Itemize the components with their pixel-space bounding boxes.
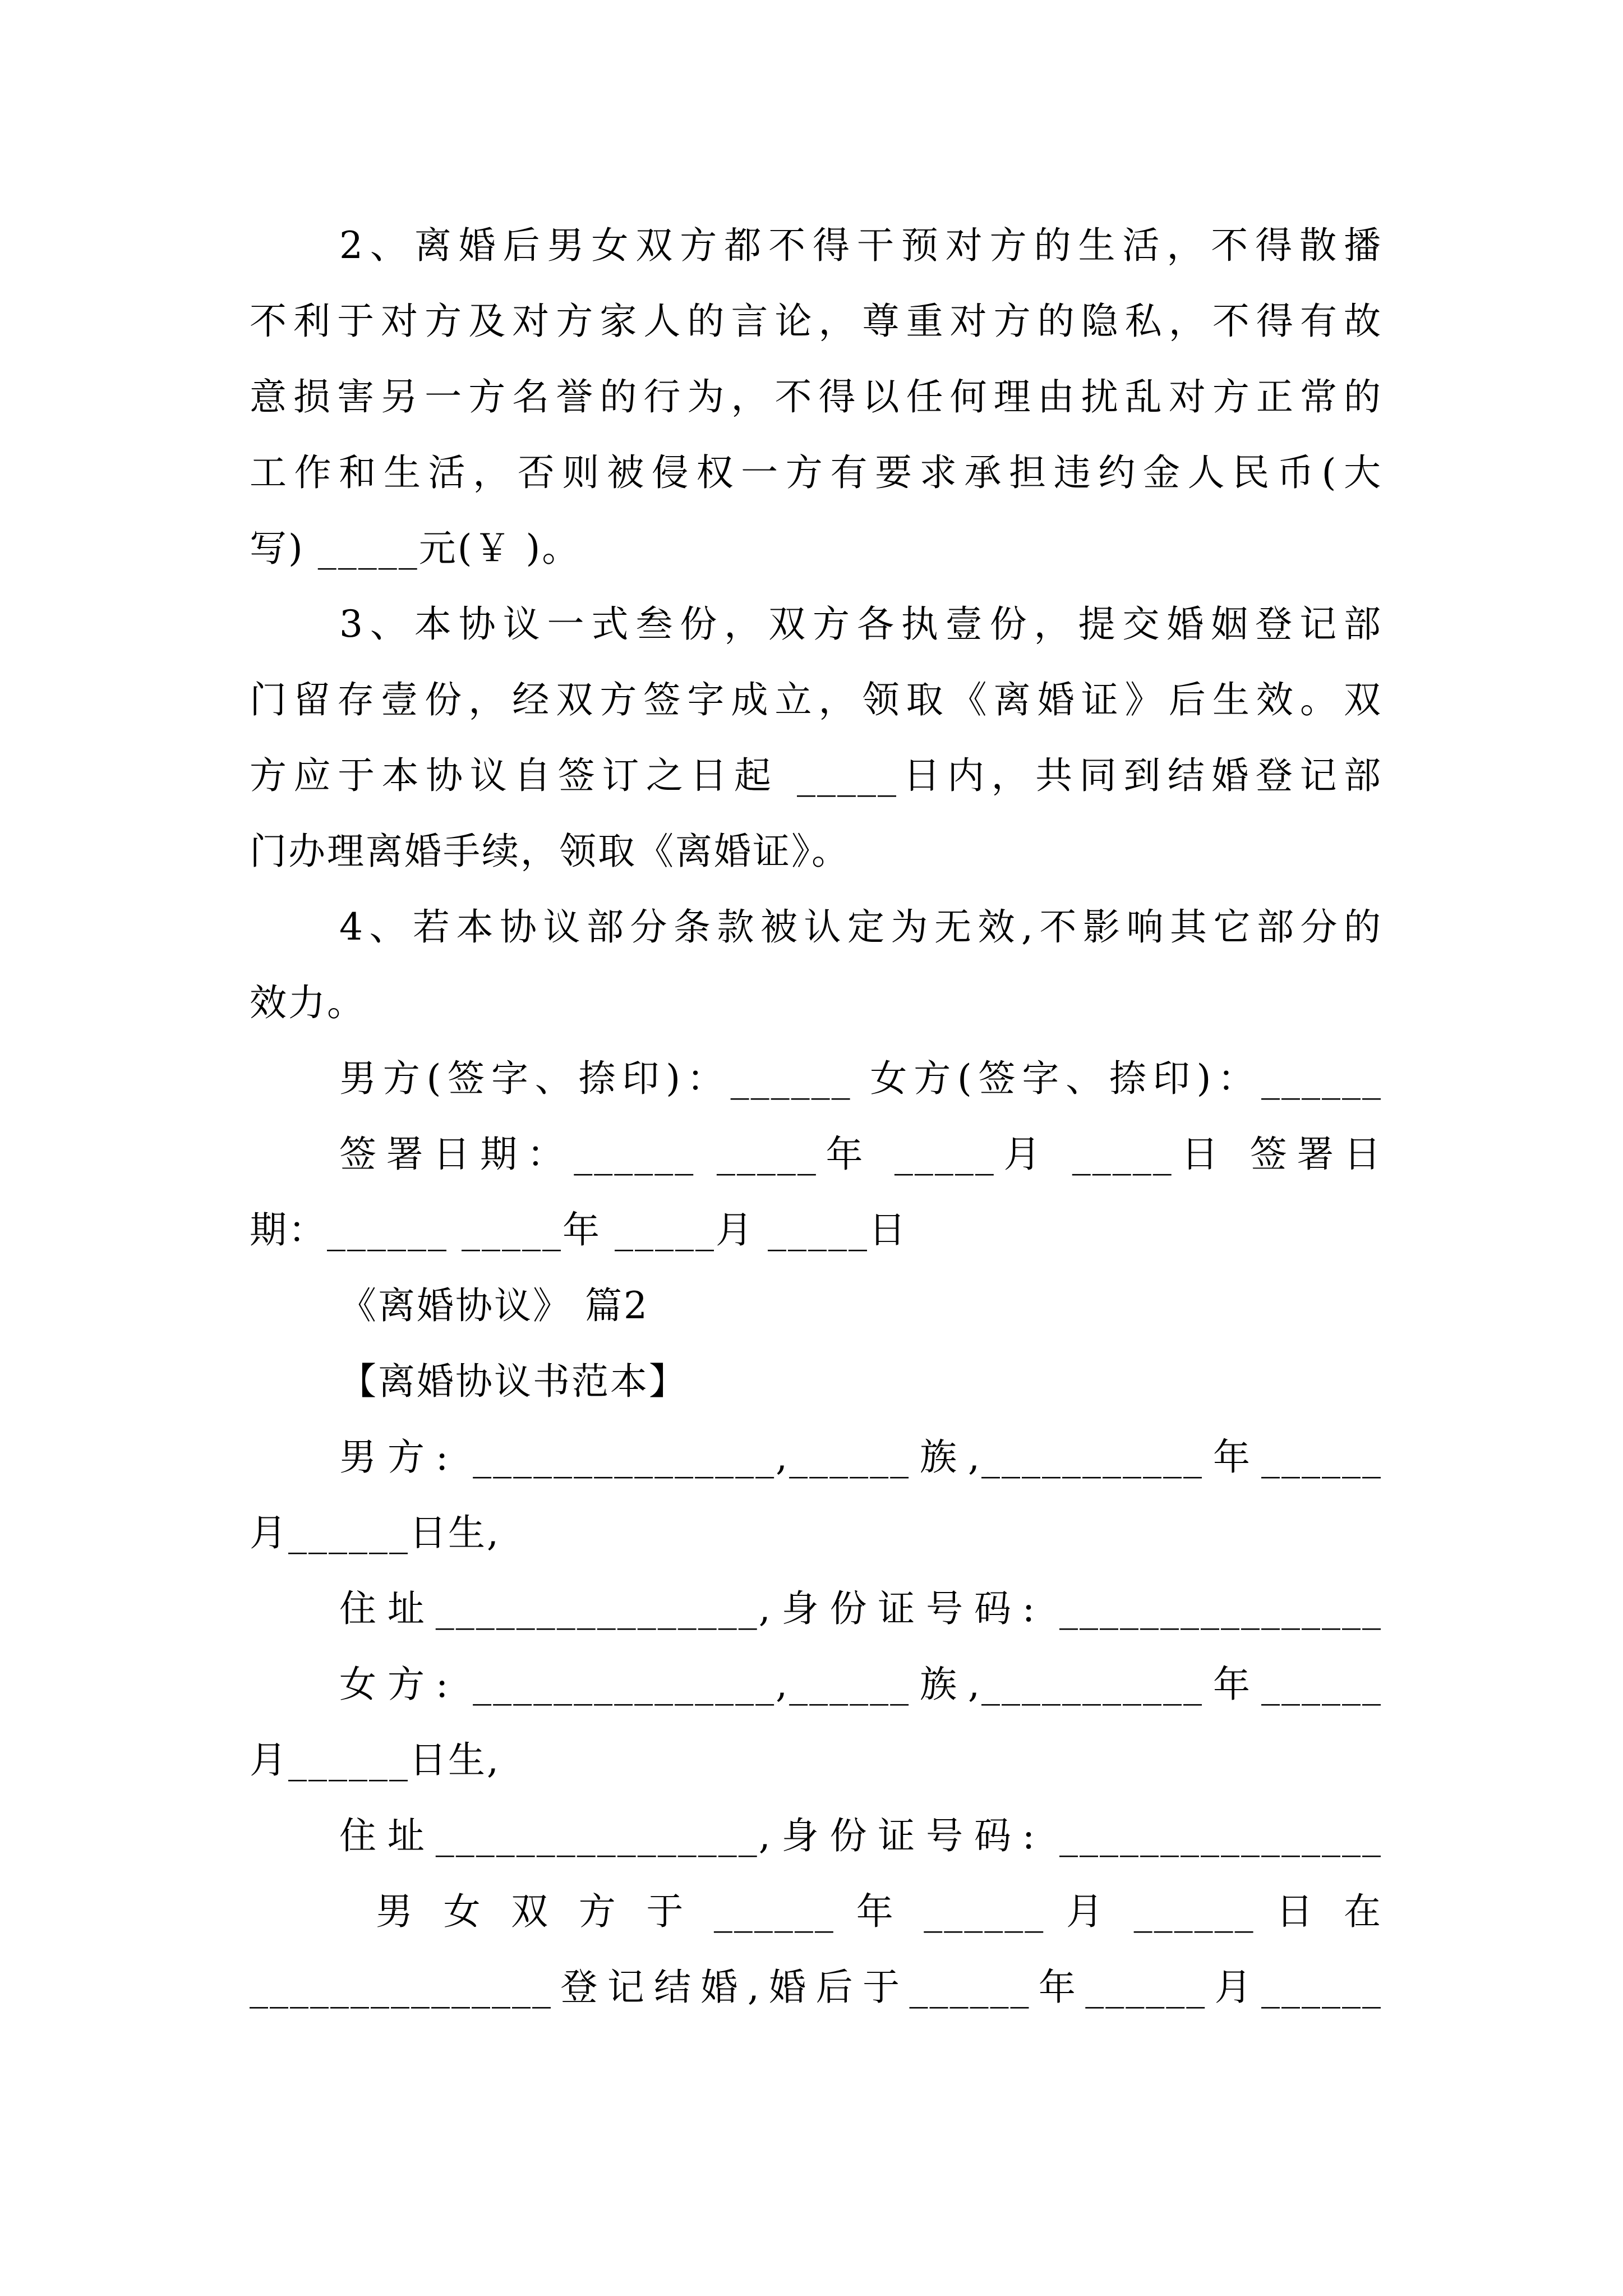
section-heading: 《离婚协议》 篇2 xyxy=(339,1284,649,1327)
sign-date-line-2: 期：______ _____年 _____月 _____日 xyxy=(250,1208,907,1251)
clause-3-line-1: 3、本协议一式叁份，双方各执壹份，提交婚姻登记部 xyxy=(339,602,1382,646)
sign-date-line-1: 签署日期：______ _____年 _____月 _____日 签署日 xyxy=(339,1133,1382,1176)
female-info-line-1: 女方: _______________,______族,___________年______ xyxy=(339,1663,1382,1706)
clause-3-line-2: 门留存壹份，经双方签字成立，领取《离婚证》后生效。双 xyxy=(250,678,1382,721)
clause-2-line-2: 不利于对方及对方家人的言论，尊重对方的隐私，不得有故 xyxy=(250,300,1382,343)
male-info-line-1: 男方: _______________,______族,___________年______ xyxy=(339,1435,1382,1479)
clause-2-line-1: 2、离婚后男女双方都不得干预对方的生活，不得散播 xyxy=(339,224,1382,267)
female-info-line-2: 月______日生, xyxy=(250,1738,500,1782)
clause-2-line-3: 意损害另一方名誉的行为，不得以任何理由扰乱对方正常的 xyxy=(250,375,1382,418)
clause-2-line-5: 写) _____元(￥ )。 xyxy=(250,527,581,570)
clause-2-line-4: 工作和生活，否则被侵权一方有要求承担违约金人民币(大 xyxy=(250,451,1382,494)
template-title: 【离婚协议书范本】 xyxy=(339,1360,688,1403)
marriage-line-1: 男 女 双 方 于 ______ 年 ______ 月 ______ 日 在 xyxy=(376,1890,1382,1933)
clause-4-line-2: 效力。 xyxy=(250,981,366,1024)
signature-line: 男方(签字、捺印)：______ 女方(签字、捺印)：______ xyxy=(339,1057,1382,1100)
clause-3-line-4: 门办理离婚手续，领取《离婚证》。 xyxy=(250,830,850,873)
clause-3-line-3: 方应于本协议自签订之日起 _____日内，共同到结婚登记部 xyxy=(250,754,1382,797)
marriage-line-2: _______________登记结婚,婚后于______年______月______ xyxy=(250,1966,1382,2009)
female-address-line: 住址________________,身份证号码: ________________ xyxy=(339,1814,1382,1857)
male-info-line-2: 月______日生, xyxy=(250,1511,500,1554)
clause-4-line-1: 4、若本协议部分条款被认定为无效,不影响其它部分的 xyxy=(339,905,1382,949)
male-address-line: 住址________________,身份证号码: ________________ xyxy=(339,1587,1382,1630)
